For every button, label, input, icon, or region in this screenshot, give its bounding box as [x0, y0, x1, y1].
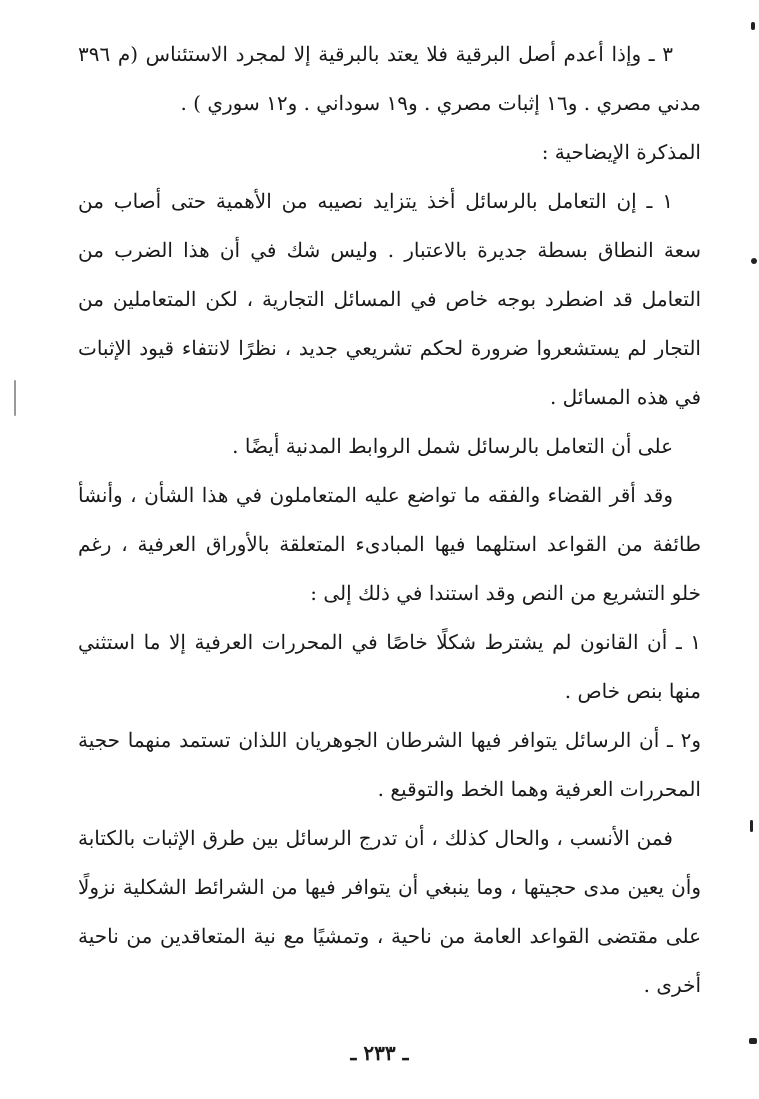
- paragraph-conclusion: فمن الأنسب ، والحال كذلك ، أن تدرج الرسائل بين طرق الإثبات بالكتابة وأن يعين مدى حجيتها ، وما ينبغي أن يتوافر فيها من الشرائط الشكلية نزولًا على مقتضى القواعد العامة من ناحية ، وتمشيًا مع نية المتعاقدين من ناحية أخرى .: [78, 826, 701, 997]
- paragraph-reason-1: ١ ـ أن القانون لم يشترط شكلًا خاصًا في المحررات العرفية إلا ما استثني منها بنص خاص .: [78, 630, 701, 703]
- page-body: [78, 30, 701, 1059]
- margin-mark: [751, 22, 755, 30]
- margin-mark: [750, 820, 753, 832]
- paragraph-civil: على أن التعامل بالرسائل شمل الروابط المدنية أيضًا .: [232, 434, 673, 458]
- margin-mark: [14, 380, 16, 416]
- paragraph-judiciary: وقد أقر القضاء والفقه ما تواضع عليه المتعاملون في هذا الشأن ، وأنشأ طائفة من القواعد استلهما فيها المبادىء المتعلقة بالأوراق العرفية ، رغم خلو التشريع من النص وقد استندا في ذلك إلى :: [78, 483, 701, 605]
- page-number: ـ ٢٣٣ ـ: [350, 1041, 409, 1065]
- section-heading: المذكرة الإيضاحية :: [541, 140, 701, 164]
- paragraph-article-3: ٣ ـ وإذا أعدم أصل البرقية فلا يعتد بالبرقية إلا لمجرد الاستئناس (م ٣٩٦ مدني مصري . و١٦ إثبات مصري . و١٩ سوداني . و١٢ سوري ) .: [78, 42, 701, 115]
- margin-mark: [751, 258, 757, 264]
- paragraph-note-1: ١ ـ إن التعامل بالرسائل أخذ يتزايد نصيبه من الأهمية حتى أصاب من سعة النطاق بسطة جديرة بالاعتبار . وليس شك في أن هذا الضرب من التعامل قد اضطرد بوجه خاص في المسائل التجارية ، لكن المتعاملين من التجار لم يستشعروا ضرورة لحكم تشريعي جديد ، نظرًا لانتفاء قيود الإثبات في هذه المسائل .: [78, 189, 701, 409]
- paragraph-reason-2: و٢ ـ أن الرسائل يتوافر فيها الشرطان الجوهريان اللذان تستمد منهما حجية المحررات العرفية وهما الخط والتوقيع .: [78, 728, 701, 801]
